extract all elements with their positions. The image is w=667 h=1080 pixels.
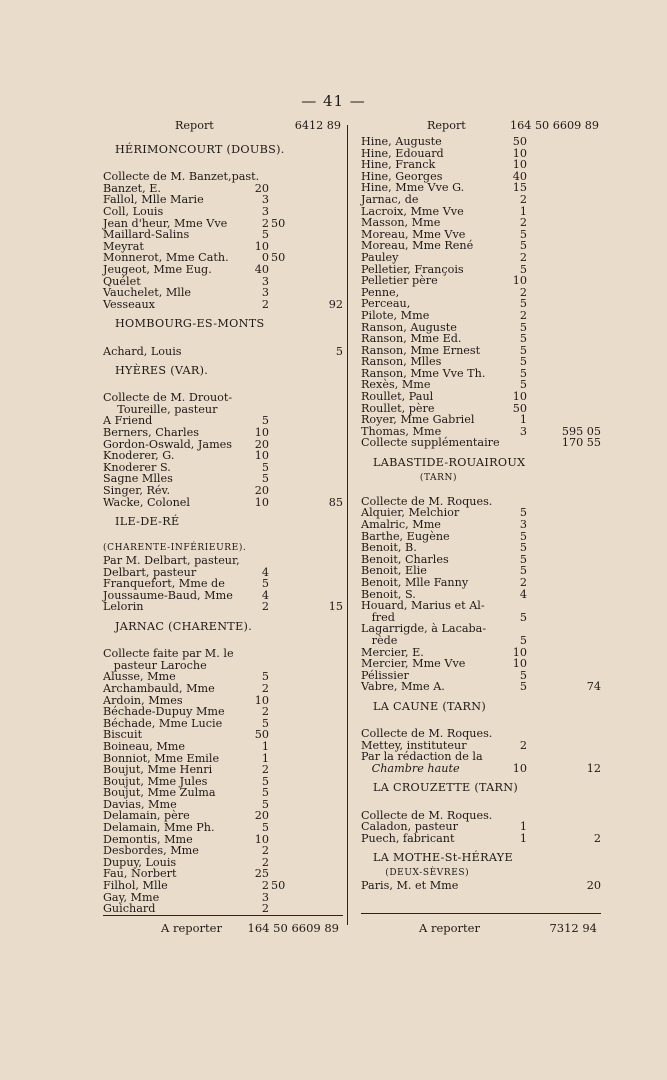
donor-name: Roullet, père	[361, 401, 435, 415]
donor-name: Coll, Louis	[103, 204, 164, 218]
donor-name: Vesseaux	[103, 297, 155, 311]
amount: 2	[261, 902, 269, 916]
amount: 10	[254, 693, 269, 707]
amount: 2	[261, 855, 269, 869]
donor-name: Delamain, père	[103, 809, 190, 823]
cents: 50	[271, 879, 286, 893]
donor-name: Ardoin, Mmes	[103, 693, 183, 707]
donor-name: Singer, Rév.	[103, 484, 171, 498]
amount: 2	[519, 192, 527, 206]
donor-name: Penne,	[361, 285, 400, 299]
amount: 10	[512, 390, 527, 404]
amount: 3	[519, 424, 527, 438]
donor-name: Gay, Mme	[103, 890, 160, 904]
donor-name: Jean d'heur, Mme Vve	[103, 216, 228, 230]
donor-name: Mettey, instituteur	[361, 738, 467, 752]
list-item	[361, 728, 601, 740]
amount: 3	[519, 518, 527, 531]
amount: 5	[519, 366, 527, 380]
list-item	[361, 310, 601, 322]
amount: 40	[512, 169, 527, 183]
amount: 3	[261, 204, 269, 218]
donor-name: Hine, Georges	[361, 169, 443, 183]
section-title: ILE-DE-RÉ	[115, 515, 180, 529]
donor-name: Chambre haute	[361, 761, 460, 775]
donor-name: Lelorin	[103, 600, 144, 614]
column-divider	[347, 125, 348, 925]
amount: 1	[519, 820, 527, 834]
donor-name: Boujut, Mme Henri	[103, 763, 213, 777]
list-item	[361, 275, 601, 287]
section-title: LA CROUZETTE (TARN)	[373, 781, 519, 795]
donor-name: Fau, Norbert	[103, 867, 177, 881]
list-item	[103, 497, 343, 509]
donor-name: Béchade-Dupuy Mme	[103, 705, 225, 719]
list-item	[361, 333, 601, 345]
list-item	[361, 136, 601, 148]
donor-name: Masson, Mme	[361, 216, 441, 230]
amount: 10	[254, 495, 269, 509]
amount: 2	[519, 250, 527, 264]
donor-name: Achard, Louis	[103, 344, 182, 358]
donor-name: Collecte de M. Roques.	[361, 494, 493, 508]
donor-name: Collecte supplémentaire	[361, 436, 500, 450]
amount: 5	[519, 633, 527, 647]
list-item	[361, 194, 601, 206]
amount: 50	[512, 401, 527, 415]
amount: 2	[261, 216, 269, 230]
amount: 5	[519, 529, 527, 543]
donor-name: Joussaume-Baud, Mme	[103, 588, 233, 602]
donor-name: Benoit, Charles	[361, 552, 449, 566]
donor-name: Knoderer, G.	[103, 449, 175, 463]
amount: 2	[519, 216, 527, 230]
left-footer-rule	[103, 915, 343, 916]
list-item	[361, 577, 601, 589]
donor-name: Biscuit	[103, 728, 143, 742]
donor-name: Monnerot, Mme Cath.	[103, 251, 229, 265]
amount: 5	[261, 821, 269, 835]
donor-name: Mercier, E.	[361, 645, 424, 659]
amount: 3	[261, 890, 269, 904]
list-item	[103, 683, 343, 695]
left-report-header	[103, 120, 343, 136]
section-title: HÉRIMONCOURT (DOUBS).	[115, 143, 285, 156]
right-footer-label: A reporter	[419, 921, 480, 935]
donor-name: Jarnac, de	[361, 192, 419, 206]
amount: 10	[254, 426, 269, 440]
subtotal: 74	[586, 680, 601, 694]
donor-name: Moreau, Mme Vve	[361, 227, 466, 241]
list-item	[103, 346, 343, 358]
donor-name: Hine, Franck	[361, 158, 436, 172]
donor-name: Sagne Mlles	[103, 472, 173, 486]
amount: 4	[519, 587, 527, 601]
amount: 10	[512, 761, 527, 775]
right-report-header	[361, 120, 601, 136]
donor-name: Dupuy, Louis	[103, 855, 177, 869]
donor-name: Davias, Mme	[103, 797, 177, 811]
amount: 10	[254, 832, 269, 846]
list-item	[103, 555, 343, 567]
amount: 50	[512, 135, 527, 148]
list-item	[103, 532, 343, 544]
donor-name: Collecte de M. Banzet,past.	[103, 170, 260, 184]
donor-name: Benoit, S.	[361, 587, 416, 601]
list-item	[103, 903, 343, 915]
list-item	[361, 798, 601, 810]
section-title: JARNAC (CHARENTE).	[115, 619, 253, 633]
donor-name: Pelletier père	[361, 274, 438, 288]
amount: 5	[519, 262, 527, 276]
amount: 5	[519, 541, 527, 555]
amount: 3	[261, 193, 269, 207]
donor-name: Alquier, Melchior	[361, 506, 460, 520]
section-title: LABASTIDE-ROUAIROUX	[373, 456, 526, 470]
donor-name: Berners, Charles	[103, 426, 199, 440]
right-footer-value: 7312 94	[549, 921, 597, 935]
donor-name: Collecte de M. Roques.	[361, 727, 493, 741]
amount: 10	[512, 274, 527, 288]
donor-name: Archambauld, Mme	[103, 681, 215, 695]
amount: 2	[519, 308, 527, 322]
donor-name: Houard, Marius et Al-	[361, 599, 485, 613]
donor-name: Ranson, Mlles	[361, 355, 442, 369]
donor-name: Pilote, Mme	[361, 308, 430, 322]
amount: 4	[261, 588, 269, 602]
donor-name: Demontis, Mme	[103, 832, 193, 846]
amount: 5	[261, 577, 269, 591]
amount: 5	[519, 239, 527, 253]
donor-name: Gordon-Oswald, James	[103, 437, 233, 451]
donor-name: Collecte de M. Drouot-	[103, 391, 233, 405]
donor-name: (TARN)	[361, 472, 458, 483]
amount: 5	[261, 670, 269, 684]
list-item	[103, 822, 343, 834]
donor-name: pasteur Laroche	[103, 658, 207, 672]
list-item	[361, 635, 601, 647]
amount: 1	[519, 831, 527, 845]
list-item	[361, 623, 601, 635]
left-report-label: Report	[175, 119, 214, 132]
amount: 5	[519, 668, 527, 682]
donor-name: Rexès, Mme	[361, 378, 431, 392]
amount: 20	[254, 437, 269, 451]
left-footer-label: A reporter	[161, 921, 222, 935]
donor-name: Toureille, pasteur	[103, 402, 218, 416]
list-item	[361, 217, 601, 229]
amount: 5	[519, 378, 527, 392]
amount: 3	[261, 274, 269, 288]
amount: 5	[261, 460, 269, 474]
amount: 5	[261, 774, 269, 788]
amount: 5	[519, 552, 527, 566]
list-item	[103, 287, 343, 299]
right-column-body	[361, 136, 601, 891]
subtotal: 85	[328, 495, 343, 509]
donor-name: Béchade, Mme Lucie	[103, 716, 223, 730]
amount: 10	[512, 657, 527, 671]
donor-name: Alusse, Mme	[103, 670, 176, 684]
donor-name: Par la rédaction de la	[361, 750, 483, 764]
donor-name: Wacke, Colonel	[103, 495, 190, 509]
amount: 5	[519, 343, 527, 357]
amount: 5	[519, 355, 527, 369]
list-item	[103, 264, 343, 276]
list-item	[361, 391, 601, 403]
amount: 2	[519, 738, 527, 752]
donor-name: Benoit, Elie	[361, 564, 427, 578]
subtotal: 170 55	[561, 436, 601, 450]
amount: 4	[261, 565, 269, 579]
donor-name: Vauchelet, Mlle	[103, 286, 192, 300]
donor-name: Boujut, Mme Jules	[103, 774, 208, 788]
amount: 2	[519, 575, 527, 589]
list-item	[103, 229, 343, 241]
amount: 1	[519, 413, 527, 427]
amount: 2	[261, 763, 269, 777]
amount: 2	[261, 844, 269, 858]
list-item	[103, 648, 343, 660]
donor-name: Knoderer S.	[103, 460, 171, 474]
amount: 2	[261, 600, 269, 614]
subtotal: 15	[328, 600, 343, 614]
amount: 2	[261, 681, 269, 695]
amount: 1	[261, 739, 269, 753]
donor-name: Delbart, pasteur	[103, 565, 197, 579]
section-title: LA MOTHE-St-HÉRAYE	[373, 851, 513, 865]
section-title: HYÈRES (VAR).	[115, 364, 209, 378]
donor-name: Barthe, Eugène	[361, 529, 450, 543]
list-item	[103, 601, 343, 613]
list-item	[103, 334, 343, 346]
list-item	[361, 252, 601, 264]
amount: 10	[254, 239, 269, 253]
donor-name: Delamain, Mme Ph.	[103, 821, 215, 835]
subtotal: 92	[328, 297, 343, 311]
donor-name: Roullet, Paul	[361, 390, 434, 404]
donor-name: fred	[361, 610, 395, 624]
donor-name: A Friend	[103, 414, 153, 428]
amount: 50	[254, 728, 269, 742]
donor-name: Puech, fabricant	[361, 831, 455, 845]
list-item	[103, 206, 343, 218]
list-item	[103, 880, 343, 892]
amount: 3	[261, 286, 269, 300]
amount: 10	[512, 158, 527, 172]
donor-name: Hine, Mme Vve G.	[361, 181, 465, 195]
list-item	[361, 868, 601, 880]
donor-name: Boineau, Mme	[103, 739, 186, 753]
amount: 5	[261, 228, 269, 242]
amount: 5	[261, 797, 269, 811]
donor-name: rède	[361, 633, 398, 647]
list-item	[103, 764, 343, 776]
right-report-label: Report	[427, 119, 466, 132]
list-item	[361, 658, 601, 670]
list-item	[361, 833, 601, 845]
amount: 5	[261, 472, 269, 486]
donor-name: Collecte faite par M. le	[103, 647, 234, 661]
page-number: — 41 —	[301, 92, 366, 110]
donor-name: Pélissier	[361, 668, 409, 682]
list-item	[361, 437, 601, 449]
cents: 50	[271, 216, 286, 230]
donor-name: Benoit, B.	[361, 541, 417, 555]
subtotal: 5	[335, 344, 343, 358]
donor-name: Desbordes, Mme	[103, 844, 199, 858]
list-item	[361, 681, 601, 693]
donor-name: Perceau,	[361, 297, 411, 311]
amount: 15	[512, 181, 527, 195]
left-footer-value: 164 50 6609 89	[247, 921, 339, 935]
amount: 5	[261, 414, 269, 428]
donor-name: Meyrat	[103, 239, 144, 253]
donor-name: Thomas, Mme	[361, 424, 442, 438]
amount: 5	[519, 297, 527, 311]
donor-name: Mercier, Mme Vve	[361, 657, 466, 671]
donor-name: Maillard-Salins	[103, 228, 190, 242]
donor-name: Banzet, E.	[103, 181, 161, 195]
subtotal: 20	[586, 878, 601, 892]
list-item	[361, 600, 601, 612]
donor-name: Guichard	[103, 902, 156, 916]
donor-name: Boujut, Mme Zulma	[103, 786, 216, 800]
amount: 1	[519, 204, 527, 218]
amount: 25	[254, 867, 269, 881]
donor-name: Collecte de M. Roques.	[361, 808, 493, 822]
list-item	[361, 473, 601, 485]
right-footer-rule	[361, 913, 601, 914]
right-column	[361, 120, 601, 891]
amount: 5	[261, 716, 269, 730]
list-item	[361, 763, 601, 775]
left-report-value: 6412 89	[294, 119, 341, 132]
amount: 5	[519, 564, 527, 578]
amount: 2	[261, 879, 269, 893]
amount: 5	[519, 506, 527, 520]
amount: 1	[261, 751, 269, 765]
donor-name: Fallol, Mlle Marie	[103, 193, 204, 207]
donor-name: (DEUX-SÈVRES)	[361, 868, 470, 879]
amount: 2	[261, 705, 269, 719]
amount: 5	[519, 320, 527, 334]
amount: 10	[512, 645, 527, 659]
donor-name: (CHARENTE-INFÉRIEURE).	[103, 543, 247, 554]
amount: 2	[261, 297, 269, 311]
amount: 0	[261, 251, 269, 265]
amount: 10	[254, 449, 269, 463]
donor-name: Jeugeot, Mme Eug.	[103, 262, 212, 276]
donor-name: Ranson, Mme Vve Th.	[361, 366, 486, 380]
donor-name: Franquefort, Mme de	[103, 577, 225, 591]
list-item	[103, 706, 343, 718]
list-item	[103, 427, 343, 439]
subtotal: 2	[593, 831, 601, 845]
donor-name: Filhol, Mlle	[103, 879, 168, 893]
donor-name: Royer, Mme Gabriel	[361, 413, 475, 427]
donor-name: Pelletier, François	[361, 262, 464, 276]
donor-name: Ranson, Auguste	[361, 320, 457, 334]
donor-name: Hine, Edouard	[361, 146, 444, 160]
donor-name: Par M. Delbart, pasteur,	[103, 554, 240, 567]
donor-name: Bonniot, Mme Emile	[103, 751, 220, 765]
amount: 20	[254, 181, 269, 195]
subtotal: 12	[586, 761, 601, 775]
amount: 20	[254, 484, 269, 498]
donor-name: Caladon, pasteur	[361, 820, 458, 834]
amount: 40	[254, 262, 269, 276]
donor-name: Paris, M. et Mme	[361, 878, 459, 892]
left-column-body	[103, 144, 343, 915]
list-item	[103, 299, 343, 311]
amount: 5	[519, 610, 527, 624]
amount: 5	[519, 227, 527, 241]
list-item	[361, 519, 601, 531]
section-title: LA CAUNE (TARN)	[373, 699, 487, 713]
amount: 10	[512, 146, 527, 160]
list-item	[103, 485, 343, 497]
amount: 20	[254, 809, 269, 823]
amount: 2	[519, 285, 527, 299]
donor-name: Lacroix, Mme Vve	[361, 204, 464, 218]
donor-name: Vabre, Mme A.	[361, 680, 445, 694]
donor-name: Amalric, Mme	[361, 518, 441, 531]
donor-name: Lagarrigde, à Lacaba-	[361, 622, 487, 636]
cents: 50	[271, 251, 286, 265]
donor-name: Quélet	[103, 274, 141, 288]
donor-name: Ranson, Mme Ernest	[361, 343, 481, 357]
amount: 5	[519, 332, 527, 346]
list-item	[361, 880, 601, 892]
amount: 5	[261, 786, 269, 800]
donor-name: Pauley	[361, 250, 399, 264]
left-column	[103, 120, 343, 915]
donor-name: Benoit, Mlle Fanny	[361, 575, 469, 589]
amount: 5	[519, 680, 527, 694]
right-report-value: 164 50 6609 89	[510, 119, 599, 132]
donor-name: Moreau, Mme René	[361, 239, 474, 253]
list-item	[103, 741, 343, 753]
donor-name: Ranson, Mme Ed.	[361, 332, 462, 346]
donor-name: Hine, Auguste	[361, 135, 442, 148]
subtotal: 595 05	[561, 424, 601, 438]
section-title: HOMBOURG-ES-MONTS	[115, 317, 265, 331]
